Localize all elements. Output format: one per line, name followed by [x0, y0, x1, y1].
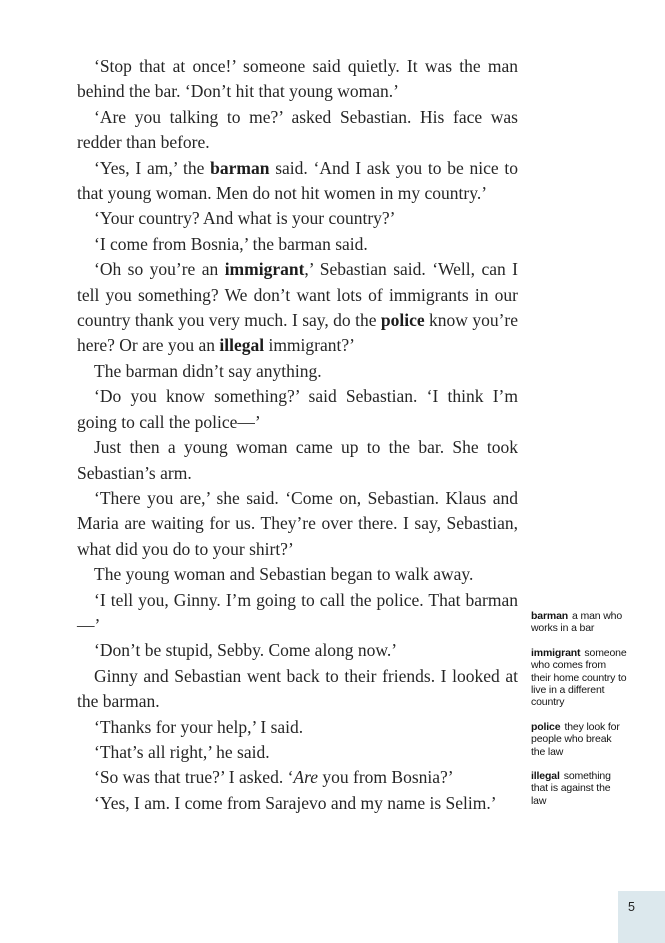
story-paragraph: ‘Thanks for your help,’ I said.: [94, 716, 304, 737]
glossary-definition: something that is against the law: [531, 770, 611, 807]
glossary-term: barman: [531, 610, 569, 622]
glossary-sidebar: [531, 610, 627, 819]
story-paragraph: ‘So was that true?’ I asked. ‘Are you from Bosnia?’: [94, 767, 454, 788]
story-paragraph: ‘Oh so you’re an immigrant,’ Sebastian said. ‘Well, can I tell you something? We don’t want lots of immigrants in our country thank you very much. I say, do the police know you’re here? Or are you an illegal immigrant?’: [77, 259, 519, 356]
glossary-entry: [531, 770, 627, 807]
story-paragraph: ‘Are you talking to me?’ asked Sebastian. His face was redder than before.: [77, 106, 518, 153]
story-paragraph: ‘Yes, I am. I come from Sarajevo and my name is Selim.’: [94, 792, 497, 813]
glossary-definition: a man who works in a bar: [531, 610, 623, 635]
glossary-definition: they look for people who break the law: [531, 720, 620, 758]
glossary-entry: [531, 647, 627, 709]
story-paragraph: ‘I tell you, Ginny. I’m going to call the police. That barman—’: [77, 589, 518, 635]
glossary-definition: someone who comes from their home country to live in a different country: [531, 646, 627, 709]
page-number: 5: [628, 900, 635, 914]
story-paragraph: ‘Don’t be stupid, Sebby. Come along now.’: [94, 640, 398, 661]
story-paragraph: ‘There you are,’ she said. ‘Come on, Sebastian. Klaus and Maria are waiting for us. They’re over there. I say, Sebastian, what did you do to your shirt?’: [77, 487, 518, 559]
glossary-term: immigrant: [531, 646, 581, 659]
story-text: [77, 54, 518, 816]
story-paragraph: The young woman and Sebastian began to walk away.: [94, 564, 474, 585]
story-paragraph: ‘I come from Bosnia,’ the barman said.: [94, 233, 368, 254]
glossary-entry: [531, 610, 627, 635]
story-paragraph: ‘Your country? And what is your country?’: [94, 208, 396, 229]
glossary-term: illegal: [531, 770, 560, 783]
glossary-term: police: [531, 720, 561, 733]
glossary-entry: [531, 721, 627, 758]
story-paragraph: ‘Stop that at once!’ someone said quietly. It was the man behind the bar. ‘Don’t hit that young woman.’: [77, 56, 518, 102]
story-paragraph: ‘Do you know something?’ said Sebastian. ‘I think I’m going to call the police—’: [77, 386, 518, 432]
story-paragraph: ‘That’s all right,’ he said.: [94, 741, 270, 762]
story-paragraph: ‘Yes, I am,’ the barman said. ‘And I ask you to be nice to that young woman. Men do not hit women in my country.’: [77, 157, 518, 204]
story-paragraph: Ginny and Sebastian went back to their friends. I looked at the barman.: [77, 665, 518, 712]
page-number-box: [618, 891, 665, 943]
story-paragraph: The barman didn’t say anything.: [94, 360, 322, 381]
story-paragraph: Just then a young woman came up to the bar. She took Sebastian’s arm.: [77, 437, 518, 483]
